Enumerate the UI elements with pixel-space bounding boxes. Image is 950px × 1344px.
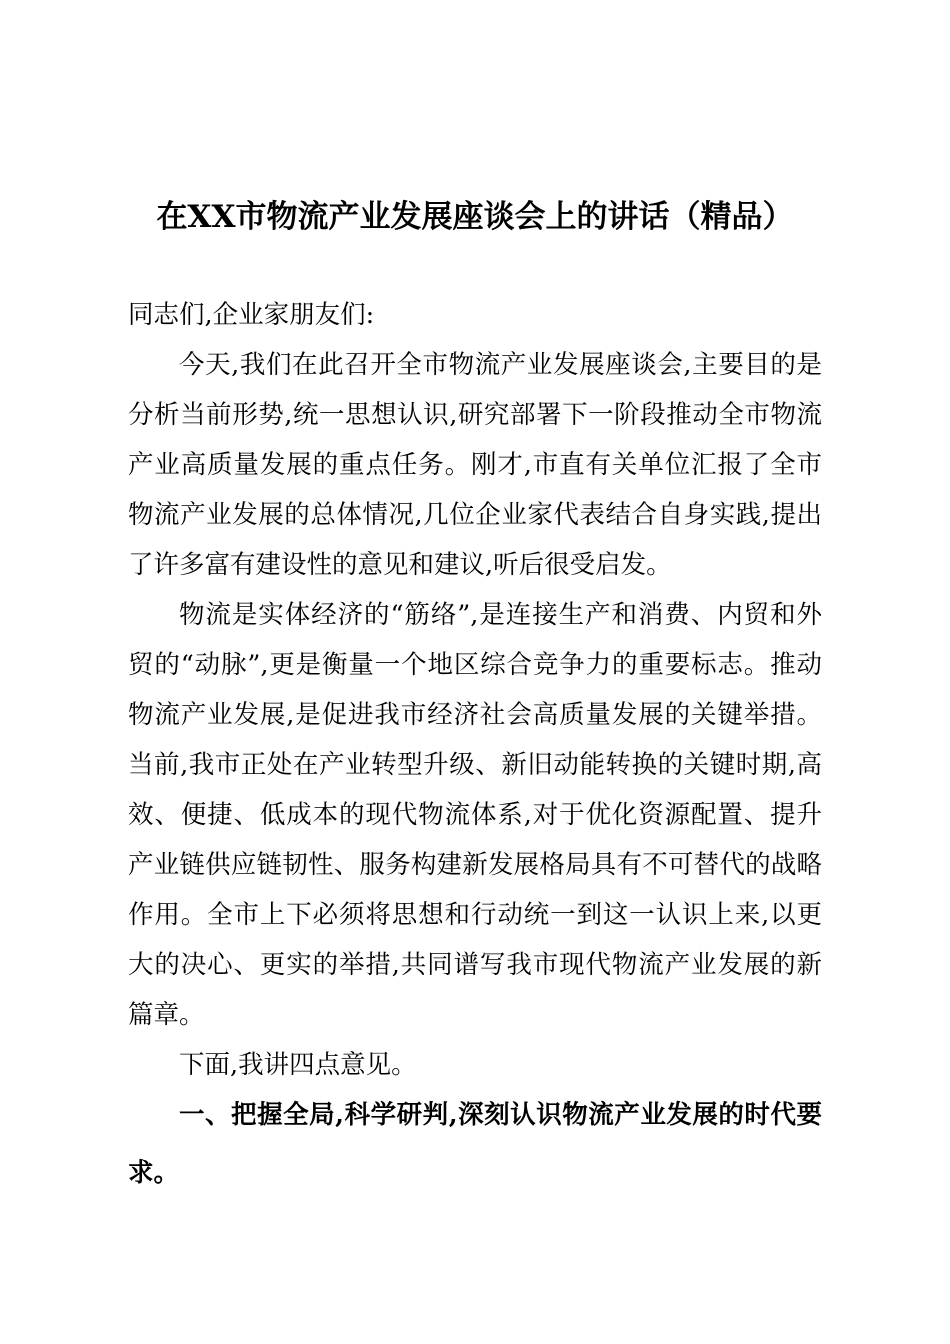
document-title: 在XX市物流产业发展座谈会上的讲话（精品） [156,199,794,235]
paragraph-logistics-importance: 物流是实体经济的“筋络”,是连接生产和消费、内贸和外贸的“动脉”,更是衡量一个地区综合竞争力的重要标志。推动物流产业发展,是促进我市经济社会高质量发展的关键举措。当前,我市正处在产业转型升级、新旧动能转换的关键时期,高效、便捷、低成本的现代物流体系,对于优化资源配置、提升产业链供应链韧性、服务构建新发展格局具有不可替代的战略作用。全市上下必须将思想和行动统一到这一认识上来,以更大的决心、更实的举措,共同谱写我市现代物流产业发展的新篇章。 [128,600,822,1030]
section-heading-1: 一、把握全局,科学研判,深刻认识物流产业发展的时代要求。 [128,1100,822,1188]
paragraph-opening: 今天,我们在此召开全市物流产业发展座谈会,主要目的是分析当前形势,统一思想认识,研究部署下一阶段推动全市物流产业高质量发展的重点任务。刚才,市直有关单位汇报了全市物流产业发展的总体情况,几位企业家代表结合自身实践,提出了许多富有建设性的意见和建议,听后很受启发。 [128,350,822,580]
salutation: 同志们,企业家朋友们: [128,300,375,330]
paragraph-four-points: 下面,我讲四点意见。 [179,1050,417,1080]
document-body [128,290,822,1202]
